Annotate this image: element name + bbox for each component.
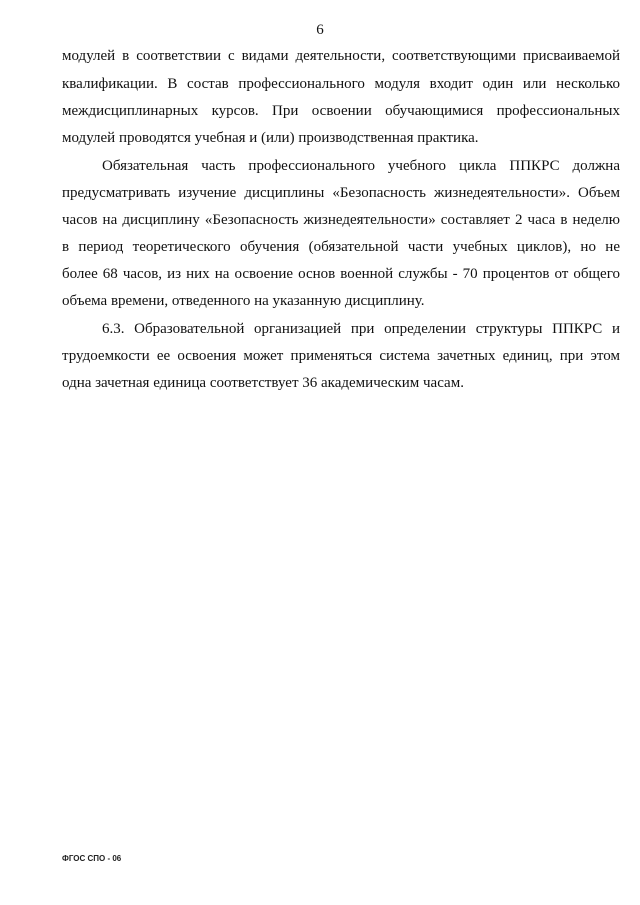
text-line: одна зачетная единица соответствует 36 академическим часам. [62, 375, 464, 391]
text-line: модулей проводятся учебная и (или) производственная практика. [62, 130, 479, 146]
page-number: 6 [316, 22, 324, 38]
text-line: часов на дисциплину «Безопасность жизнедеятельности» составляет 2 часа в неделю [62, 212, 620, 228]
text-line: более 68 часов, из них на освоение основ военной службы - 70 процентов от общего [62, 266, 620, 282]
text-line: объема времени, отведенного на указанную дисциплину. [62, 293, 425, 309]
text-line: трудоемкости ее освоения может применяться система зачетных единиц, при этом [62, 348, 620, 364]
text-line: Обязательная часть профессионального учебного цикла ППКРС должна [102, 158, 620, 174]
text-line: модулей в соответствии с видами деятельности, соответствующими присваиваемой [62, 48, 620, 64]
text-line: квалификации. В состав профессионального модуля входит один или несколько [62, 76, 620, 92]
text-line: предусматривать изучение дисциплины «Безопасность жизнедеятельности». Объем [62, 185, 620, 201]
text-line: 6.3. Образовательной организацией при определении структуры ППКРС и [102, 321, 620, 337]
footer-code: ФГОС СПО - 06 [62, 854, 122, 863]
text-line: междисциплинарных курсов. При освоении обучающимися профессиональных [62, 103, 620, 119]
text-line: в период теоретического обучения (обязательной части учебных циклов), но не [62, 239, 620, 255]
